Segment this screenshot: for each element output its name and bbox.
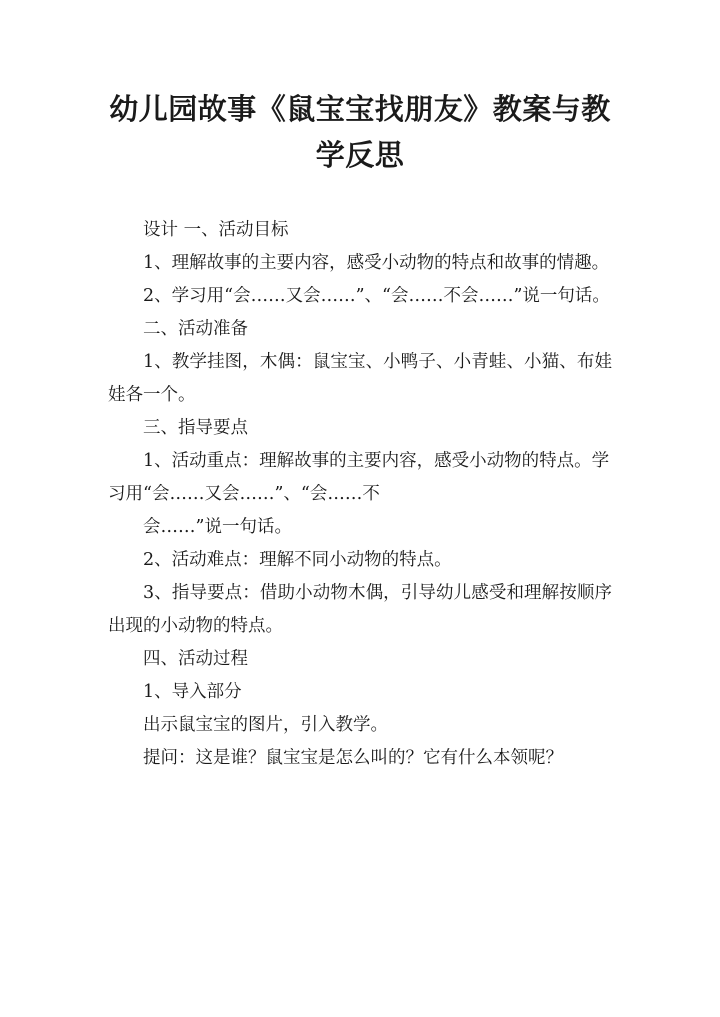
paragraph-goal-2: 2、学习用“会……又会……”、“会……不会……”说一句话。 bbox=[143, 286, 610, 306]
paragraph-process-intro: 出示鼠宝宝的图片，引入教学。 bbox=[143, 715, 388, 735]
paragraph-goal-1: 1、理解故事的主要内容，感受小动物的特点和故事的情趣。 bbox=[143, 253, 610, 273]
paragraph-guidance-3: 3、指导要点：借助小动物木偶，引导幼儿感受和理解按顺序出现的小动物的特点。 bbox=[108, 583, 612, 636]
paragraph-guidance-2: 2、活动难点：理解不同小动物的特点。 bbox=[143, 550, 452, 570]
paragraph-process-1: 1、导入部分 bbox=[143, 682, 242, 702]
paragraph-guidance-1-continued: 会……”说一句话。 bbox=[143, 517, 292, 537]
paragraph-process-question: 提问：这是谁？鼠宝宝是怎么叫的？它有什么本领呢？ bbox=[143, 748, 563, 768]
document-title: 幼儿园故事《鼠宝宝找朋友》教案与教学反思 bbox=[109, 92, 611, 172]
section-heading-process: 四、活动过程 bbox=[143, 649, 248, 669]
section-heading-guidance: 三、指导要点 bbox=[143, 418, 248, 438]
paragraph-design-heading: 设计 一、活动目标 bbox=[143, 220, 289, 240]
paragraph-guidance-1: 1、活动重点：理解故事的主要内容，感受小动物的特点。学习用“会……又会……”、“会……不 bbox=[108, 451, 610, 504]
paragraph-preparation-1: 1、教学挂图，木偶：鼠宝宝、小鸭子、小青蛙、小猫、布娃娃各一个。 bbox=[108, 352, 612, 405]
section-heading-preparation: 二、活动准备 bbox=[143, 319, 248, 339]
document-body bbox=[108, 214, 612, 775]
